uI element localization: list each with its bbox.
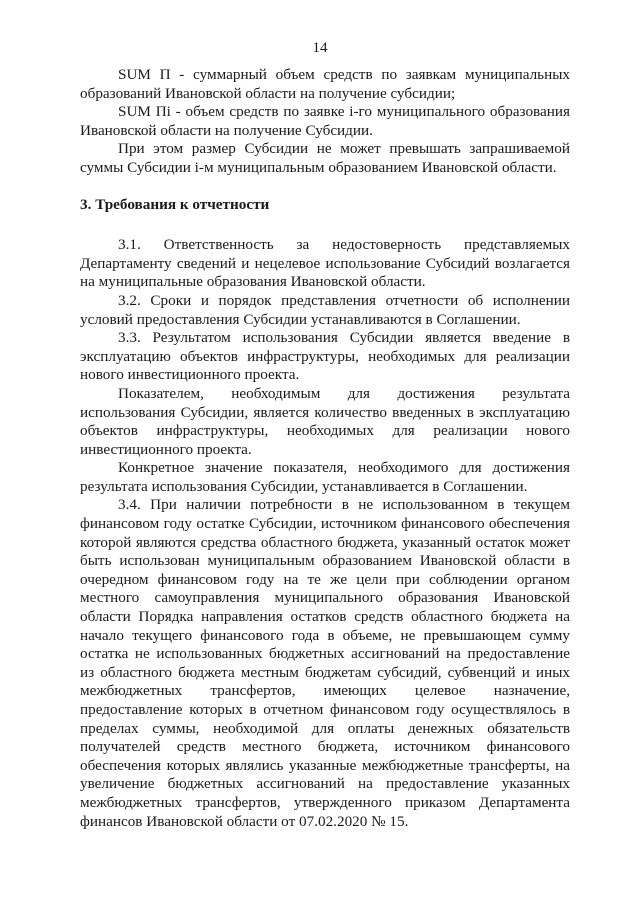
page-number: 14 <box>312 40 328 56</box>
paragraph-3-2: 3.2. Сроки и порядок представления отчетности об исполнении условий предоставления Субсидии устанавливаются в Соглашении. <box>80 291 570 328</box>
paragraph-sum-p: SUM П - суммарный объем средств по заявкам муниципальных образований Ивановской области на получение субсидии; <box>80 66 570 102</box>
section-heading: 3. Требования к отчетности <box>80 195 270 213</box>
paragraph-indicator-value: Конкретное значение показателя, необходимого для достижения результата использования Субсидии, устанавливается в Соглашении. <box>80 459 570 495</box>
paragraph-3-3: 3.3. Результатом использования Субсидии является введение в эксплуатацию объектов инфраструктуры, необходимых для реализации нового инвестиционного проекта. <box>80 329 570 384</box>
document-body <box>80 66 570 831</box>
paragraph-3-4: 3.4. При наличии потребности в не использованном в текущем финансовом году остатке Субсидии, источником финансового обеспечения которой являются средства областного бюджета, указанный остаток может быть использован муниципальным образованием Ивановской области в очередном финансовом году на те же цели при соблюдении органом местного самоуправления муниципального образования Ивановской области Порядка направления остатков средств областного бюджета на начало текущего финансового года в объеме, не превышающем сумму остатка не использованных бюджетных ассигнований на предоставление из областного бюджета местным бюджетам субсидий, субвенций и иных межбюджетных трансфертов, имеющих целевое назначение, предоставление которых в отчетном финансовом году осуществлялось в пределах суммы, необходимой для оплаты денежных обязательств получателей средств местного бюджета, источником финансового обеспечения которых являлись указанные межбюджетные трансферты, на увеличение бюджетных ассигнований на предоставление указанных межбюджетных трансфертов, утвержденного приказом Департамента финансов Ивановской области от 07.02.2020 № 15. <box>80 496 570 830</box>
paragraph-sum-pi: SUM Пi - объем средств по заявке i-го муниципального образования Ивановской области на получение Субсидии. <box>80 103 570 139</box>
paragraph-3-1: 3.1. Ответственность за недостоверность представляемых Департаменту сведений и нецелевое использование Субсидий возлагается на муниципальные образования Ивановской области. <box>80 236 570 291</box>
paragraph-subsidy-limit: При этом размер Субсидии не может превышать запрашиваемой суммы Субсидии i-м муниципальным образованием Ивановской области. <box>80 140 570 176</box>
paragraph-indicator: Показателем, необходимым для достижения результата использования Субсидии, является количество введенных в эксплуатацию объектов инфраструктуры, необходимых для реализации нового инвестиционного проекта. <box>80 384 570 458</box>
